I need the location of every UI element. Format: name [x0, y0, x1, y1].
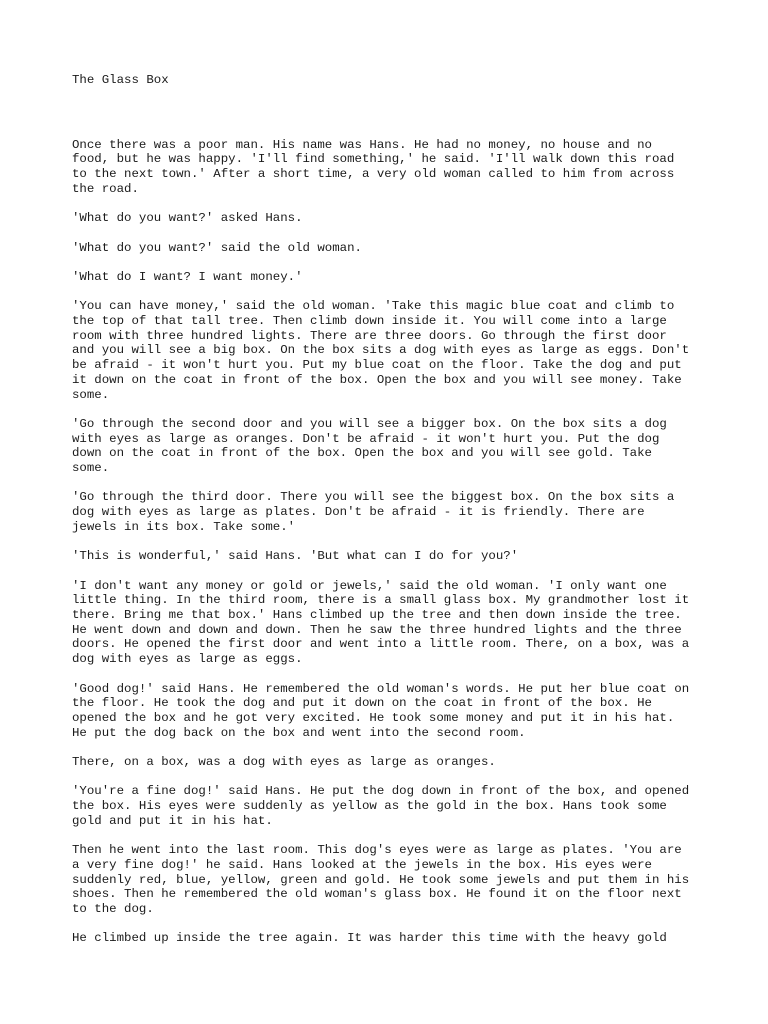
- paragraph: 'You're a fine dog!' said Hans. He put the dog down in front of the box, and opened the box. His eyes were suddenly as yellow as the gold in the box. Hans took some gold and put it in his hat.: [72, 784, 690, 828]
- paragraph: There, on a box, was a dog with eyes as large as oranges.: [72, 755, 496, 770]
- paragraph: 'This is wonderful,' said Hans. 'But what can I do for you?': [72, 549, 519, 564]
- paragraph: 'I don't want any money or gold or jewels,' said the old woman. 'I only want one little thing. In the third room, there is a small glass box. My grandmother lost it there. Bring me that box.' Hans climbed up the tree and then down inside the tree. He went down and down and down. Then he saw the three hundred lights and the three doors. He opened the first door and went into a little room. There, on a box, was a dog with eyes as large as eggs.: [72, 578, 690, 667]
- paragraph: Then he went into the last room. This dog's eyes were as large as plates. 'You are a very fine dog!' he said. Hans looked at the jewels in the box. His eyes were suddenly red, blue, yellow, green and gold. He took some jewels and put them in his shoes. Then he remembered the old woman's glass box. He found it on the floor next to the dog.: [72, 843, 690, 917]
- paragraph: 'What do you want?' asked Hans.: [72, 211, 303, 226]
- paragraph: 'You can have money,' said the old woman. 'Take this magic blue coat and climb to the top of that tall tree. Then climb down inside it. You will come into a large room with three hundred lights. There are three doors. Go through the first door and you will see a big box. On the box sits a dog with eyes as large as eggs. Don't be afraid - it won't hurt you. Put my blue coat on the floor. Take the dog and put it down on the coat in front of the box. Open the box and you will see money. Take some.: [72, 299, 690, 402]
- paragraph: 'What do you want?' said the old woman.: [72, 240, 362, 255]
- document-title: The Glass Box: [72, 73, 169, 87]
- paragraph: 'Go through the third door. There you will see the biggest box. On the box sits a dog with eyes as large as plates. Don't be afraid - it is friendly. There are jewels in its box. Take some.': [72, 490, 675, 534]
- paragraph: He climbed up inside the tree again. It was harder this time with the heavy gold: [72, 931, 667, 946]
- paragraph: 'What do I want? I want money.': [72, 269, 303, 284]
- document-page: [72, 73, 708, 961]
- paragraph: 'Go through the second door and you will see a bigger box. On the box sits a dog with eyes as large as oranges. Don't be afraid - it won't hurt you. Put the dog down on the coat in front of the box. Open the box and you will see gold. Take some.: [72, 416, 667, 476]
- paragraph: Once there was a poor man. His name was Hans. He had no money, no house and no food, but he was happy. 'I'll find something,' he said. 'I'll walk down this road to the next town.' After a short time, a very old woman called to him from across the road.: [72, 137, 675, 196]
- paragraph: 'Good dog!' said Hans. He remembered the old woman's words. He put her blue coat on the floor. He took the dog and put it down on the coat in front of the box. He opened the box and he got very excited. He took some money and put it in his hat. He put the dog back on the box and went into the second room.: [72, 681, 690, 740]
